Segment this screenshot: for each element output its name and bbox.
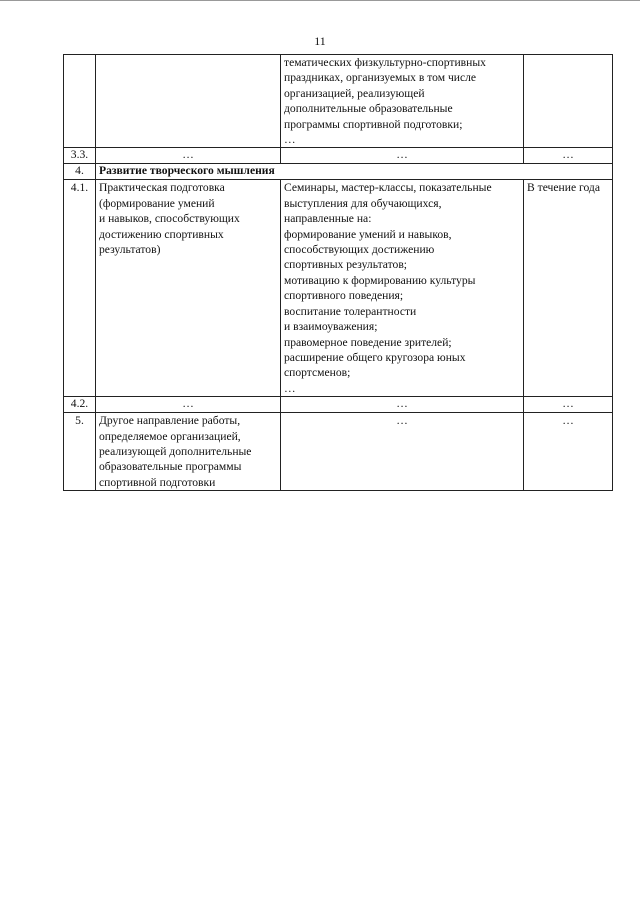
text-line: программы спортивной подготовки;	[284, 117, 463, 131]
page-number: 11	[314, 34, 326, 48]
cell-deadline: …	[524, 397, 613, 413]
text-line: праздниках, организуемых в том числе	[284, 71, 477, 85]
cell-number: 4.	[64, 164, 96, 180]
table-row-section-4	[64, 164, 613, 180]
cell-activities	[281, 180, 524, 397]
text-line: спортивной подготовки	[99, 475, 216, 489]
text-line: спортивного поведения;	[284, 289, 404, 303]
cell-activities: …	[281, 397, 524, 413]
cell-number: 4.1.	[64, 180, 96, 397]
cell-deadline	[524, 55, 613, 148]
text-line: способствующих достижению	[284, 243, 435, 257]
text-line: воспитание толерантности	[284, 304, 417, 318]
cell-direction	[96, 413, 281, 491]
text-line: результатов)	[99, 243, 161, 257]
text-line: и взаимоуважения;	[284, 320, 378, 334]
text-line: достижению спортивных	[99, 227, 224, 241]
text-line: Семинары, мастер-классы, показательные	[284, 181, 492, 195]
activities-table	[63, 54, 613, 491]
cell-number: 4.2.	[64, 397, 96, 413]
cell-number: 5.	[64, 413, 96, 491]
cell-activities: …	[281, 413, 524, 491]
text-line: …	[284, 381, 296, 395]
text-line: реализующей дополнительные	[99, 444, 252, 458]
text-line: …	[284, 133, 296, 147]
text-line: организацией, реализующей	[284, 86, 425, 100]
cell-deadline: …	[524, 148, 613, 164]
section-title: Развитие творческого мышления	[96, 164, 613, 180]
cell-deadline: В течение года	[524, 180, 613, 397]
cell-activities: …	[281, 148, 524, 164]
table-row-continuation	[64, 55, 613, 148]
table-row-4-1	[64, 180, 613, 397]
text-line: Другое направление работы,	[99, 414, 241, 428]
text-line: правомерное поведение зрителей;	[284, 335, 452, 349]
cell-direction: …	[96, 397, 281, 413]
table-row-4-2	[64, 397, 613, 413]
text-line: формирование умений и навыков,	[284, 227, 452, 241]
table-row-5	[64, 413, 613, 491]
text-line: Практическая подготовка	[99, 181, 225, 195]
page-top-border	[0, 0, 640, 1]
text-line: направленные на:	[284, 212, 372, 226]
cell-activities	[281, 55, 524, 148]
text-line: выступления для обучающихся,	[284, 196, 442, 210]
text-line: спортсменов;	[284, 366, 351, 380]
text-line: мотивацию к формированию культуры	[284, 273, 476, 287]
cell-number: 3.3.	[64, 148, 96, 164]
cell-deadline: …	[524, 413, 613, 491]
text-line: и навыков, способствующих	[99, 212, 240, 226]
text-line: спортивных результатов;	[284, 258, 408, 272]
text-line: расширение общего кругозора юных	[284, 350, 466, 364]
text-line: дополнительные образовательные	[284, 102, 453, 116]
table-row-3-3	[64, 148, 613, 164]
cell-number	[64, 55, 96, 148]
text-line: (формирование умений	[99, 196, 215, 210]
cell-direction: …	[96, 148, 281, 164]
cell-direction	[96, 55, 281, 148]
text-line: образовательные программы	[99, 460, 242, 474]
text-line: тематических физкультурно-спортивных	[284, 56, 486, 69]
cell-direction	[96, 180, 281, 397]
text-line: определяемое организацией,	[99, 429, 241, 443]
